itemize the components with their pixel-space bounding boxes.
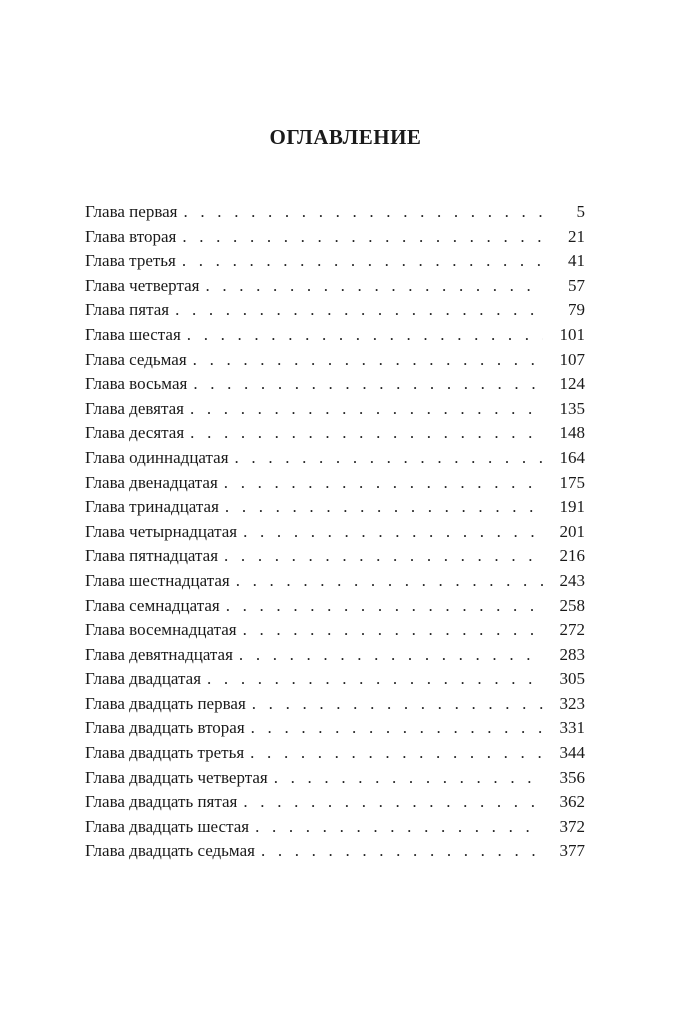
toc-leader-dots xyxy=(182,227,543,247)
toc-leader-dots xyxy=(274,768,543,788)
toc-leader-dots xyxy=(235,448,543,468)
toc-entry-page: 372 xyxy=(559,816,585,836)
toc-leader-dots xyxy=(193,350,543,370)
toc-entry-page: 164 xyxy=(559,447,585,467)
toc-entry-page: 216 xyxy=(559,546,585,566)
toc-entry-label: Глава вторая xyxy=(85,226,177,246)
toc-entry-label: Глава одиннадцатая xyxy=(85,447,229,467)
toc-entry-page: 305 xyxy=(559,669,585,689)
toc-entry-label: Глава пятая xyxy=(85,300,170,320)
toc-entry[interactable] xyxy=(85,350,585,375)
toc-leader-dots xyxy=(226,596,543,616)
toc-entry-label: Глава девятая xyxy=(85,398,184,418)
toc-entry[interactable] xyxy=(85,645,585,670)
toc-entry-label: Глава двадцатая xyxy=(85,669,202,689)
toc-leader-dots xyxy=(224,473,543,493)
toc-entry[interactable] xyxy=(85,497,585,522)
toc-leader-dots xyxy=(175,300,543,320)
toc-entry[interactable] xyxy=(85,817,585,842)
toc-entry[interactable] xyxy=(85,792,585,817)
toc-entry-page: 191 xyxy=(559,497,585,517)
toc-leader-dots xyxy=(243,792,543,812)
toc-entry[interactable] xyxy=(85,669,585,694)
toc-entry-label: Глава двадцать четвертая xyxy=(85,767,268,787)
toc-entry-label: Глава четвертая xyxy=(85,275,200,295)
toc-entry-label: Глава шестая xyxy=(85,324,181,344)
toc-entry[interactable] xyxy=(85,325,585,350)
toc-entry-label: Глава седьмая xyxy=(85,349,187,369)
toc-entry-page: 344 xyxy=(559,743,585,763)
toc-entry[interactable] xyxy=(85,399,585,424)
toc-entry-page: 377 xyxy=(559,841,585,861)
toc-entry[interactable] xyxy=(85,300,585,325)
toc-entry-page: 323 xyxy=(559,693,585,713)
toc-entry[interactable] xyxy=(85,571,585,596)
toc-entry[interactable] xyxy=(85,596,585,621)
toc-entry[interactable] xyxy=(85,743,585,768)
toc-entry-label: Глава шестнадцатая xyxy=(85,570,230,590)
toc-leader-dots xyxy=(182,251,543,271)
toc-entry-page: 283 xyxy=(559,644,585,664)
toc-entry-label: Глава семнадцатая xyxy=(85,595,220,615)
toc-entry-label: Глава девятнадцатая xyxy=(85,644,233,664)
toc-entry-label: Глава тринадцатая xyxy=(85,497,219,517)
page-title: ОГЛАВЛЕНИЕ xyxy=(269,125,422,149)
toc-entry[interactable] xyxy=(85,227,585,252)
toc-entry[interactable] xyxy=(85,473,585,498)
toc-entry[interactable] xyxy=(85,841,585,866)
toc-entry-page: 101 xyxy=(559,324,585,344)
toc-entry-page: 5 xyxy=(576,202,585,221)
toc-entry-label: Глава двадцать третья xyxy=(85,743,245,763)
toc-entry-page: 175 xyxy=(559,472,585,492)
toc-entry[interactable] xyxy=(85,251,585,276)
toc-entry-page: 362 xyxy=(559,792,585,812)
toc-entry-label: Глава первая xyxy=(85,202,178,221)
toc-entry-page: 79 xyxy=(568,300,585,320)
toc-entry[interactable] xyxy=(85,374,585,399)
toc-entry-label: Глава четырнадцатая xyxy=(85,521,238,541)
toc-entry[interactable] xyxy=(85,620,585,645)
toc-entry[interactable] xyxy=(85,202,585,227)
toc-leader-dots xyxy=(252,694,543,714)
toc-leader-dots xyxy=(205,276,543,296)
toc-entry-page: 21 xyxy=(568,226,585,246)
toc-entry-page: 57 xyxy=(568,275,585,295)
toc-entry[interactable] xyxy=(85,522,585,547)
toc-entry[interactable] xyxy=(85,768,585,793)
toc-entry-label: Глава двадцать шестая xyxy=(85,816,250,836)
toc-entry-page: 135 xyxy=(559,398,585,418)
toc-entry[interactable] xyxy=(85,448,585,473)
toc-entry[interactable] xyxy=(85,276,585,301)
toc-entry[interactable] xyxy=(85,694,585,719)
toc-entry-page: 243 xyxy=(559,570,585,590)
toc-leader-dots xyxy=(250,743,543,763)
toc-leader-dots xyxy=(193,374,543,394)
toc-entry-page: 331 xyxy=(559,718,585,738)
toc-entry-page: 201 xyxy=(559,521,585,541)
toc-leader-dots xyxy=(243,522,543,542)
toc-entry-page: 41 xyxy=(568,251,585,271)
toc-entry-label: Глава восьмая xyxy=(85,374,188,394)
toc-leader-dots xyxy=(224,546,543,566)
toc-leader-dots xyxy=(187,325,543,345)
toc-leader-dots xyxy=(190,423,543,443)
toc-entry-page: 258 xyxy=(559,595,585,615)
toc-leader-dots xyxy=(190,399,543,419)
toc-entry-label: Глава восемнадцатая xyxy=(85,620,237,640)
toc-leader-dots xyxy=(251,718,543,738)
table-of-contents xyxy=(85,202,585,866)
toc-entry-page: 148 xyxy=(559,423,585,443)
toc-leader-dots xyxy=(255,817,543,837)
toc-entry-label: Глава десятая xyxy=(85,423,185,443)
toc-entry-page: 272 xyxy=(559,620,585,640)
toc-leader-dots xyxy=(243,620,543,640)
toc-entry[interactable] xyxy=(85,718,585,743)
toc-leader-dots xyxy=(236,571,543,591)
toc-leader-dots xyxy=(239,645,543,665)
toc-leader-dots xyxy=(261,841,543,861)
toc-leader-dots xyxy=(184,202,544,222)
toc-entry-label: Глава двадцать вторая xyxy=(85,718,245,738)
toc-leader-dots xyxy=(225,497,543,517)
toc-entry-label: Глава двадцать первая xyxy=(85,693,246,713)
toc-entry[interactable] xyxy=(85,546,585,571)
toc-entry-label: Глава пятнадцатая xyxy=(85,546,219,566)
toc-entry-label: Глава двадцать пятая xyxy=(85,792,238,812)
toc-entry-page: 356 xyxy=(559,767,585,787)
toc-entry-label: Глава двенадцатая xyxy=(85,472,218,492)
toc-entry[interactable] xyxy=(85,423,585,448)
toc-entry-label: Глава двадцать седьмая xyxy=(85,841,255,861)
toc-entry-label: Глава третья xyxy=(85,251,176,271)
toc-entry-page: 107 xyxy=(559,349,585,369)
toc-entry-page: 124 xyxy=(559,374,585,394)
toc-leader-dots xyxy=(207,669,543,689)
